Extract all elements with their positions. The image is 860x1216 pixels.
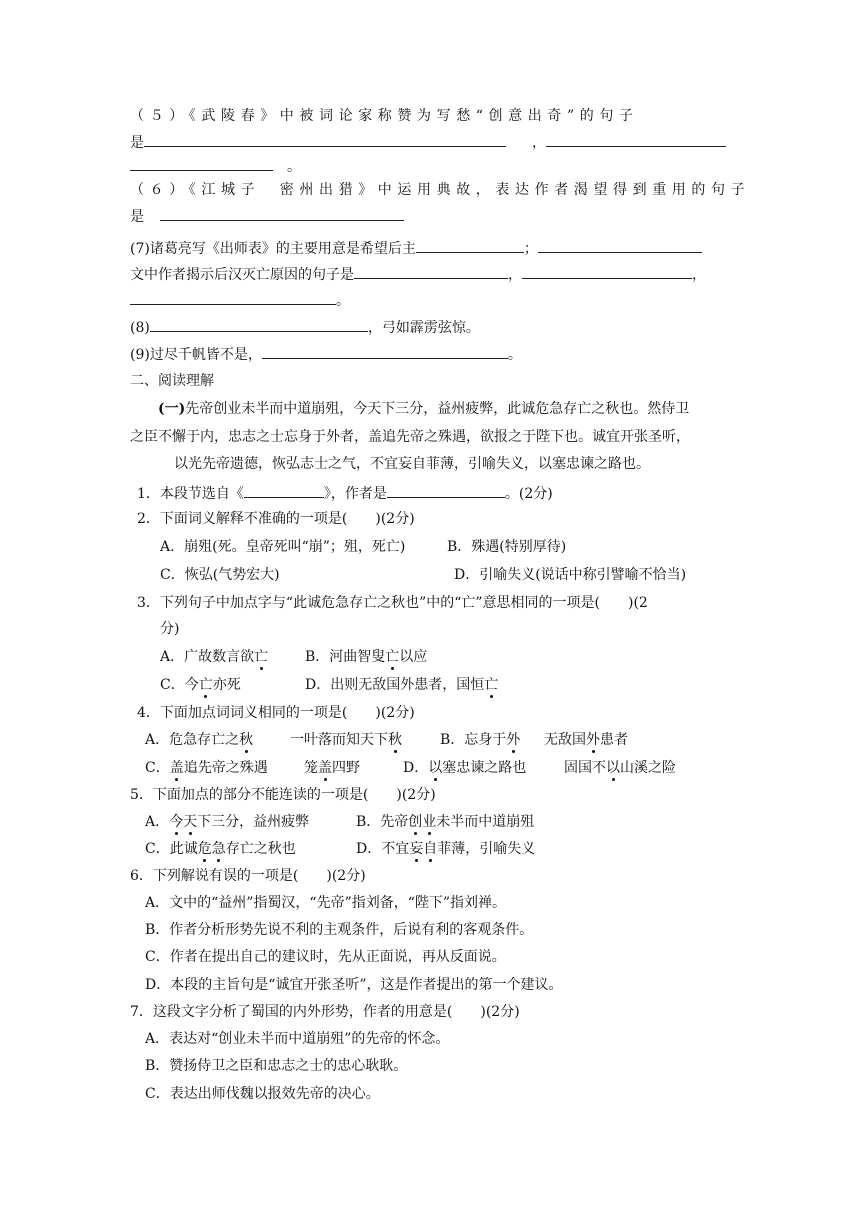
question-6-option-a: A．文中的“益州”指蜀汉，“先帝”指刘备，“陛下”指刘禅。 [145,895,507,911]
fill-in-q6-line2: 是 [130,206,404,226]
question-7-stem: 7．这段文字分析了蜀国的内外形势，作者的用意是( )(2分) [130,1004,520,1020]
answer-blank[interactable] [244,483,324,498]
answer-blank[interactable] [546,132,726,147]
fill-in-q5-line1: （５）《武陵春》中被词论家称赞为写愁“创意出奇”的句子 [130,108,639,124]
question-4-stem: 4．下面加点词词义相同的一项是( )(2分) [137,705,415,721]
answer-blank[interactable] [354,264,508,279]
question-3-option-b: B．河曲智叟亡以应 [305,649,428,665]
question-7-option-a: A．表达对“创业未半而中道崩殂”的先帝的怀念。 [145,1031,450,1047]
question-4-option-d: D．以塞忠谏之路也 [403,760,527,776]
answer-blank[interactable] [416,238,524,253]
question-5-stem: 5．下面加点的部分不能连读的一项是( )(2分) [130,787,436,803]
question-5-option-a: A．今天下三分，益州疲弊 [145,814,310,830]
question-7-option-b: B．赞扬侍卫之臣和忠志之士的忠心耿耿。 [145,1058,408,1074]
fill-in-q7-line1: (7)诸葛亮写《出师表》的主要用意是希望后主 ； [130,238,702,258]
question-2-option-b: B．殊遇(特别厚待) [447,539,567,555]
question-5-option-b: B．先帝创业未半而中道崩殂 [356,814,535,830]
question-4-option-c2: 笼盖四野 [304,760,360,776]
question-3-option-c: C．今亡亦死 [160,677,241,693]
question-2-stem: 2．下面词义解释不准确的一项是( )(2分) [137,511,415,527]
question-2-option-a: A．崩殂(死。皇帝死叫“崩”；殂，死亡) [160,539,406,555]
fill-in-q6-line1: （６）《江城子 密州出猎》中运用典故，表达作者渴望得到重用的句子 [130,182,751,198]
fill-in-q8: (8) ，弓如霹雳弦惊。 [130,317,480,337]
fill-in-q5-line2: 是 ， [130,132,726,152]
question-3-stem: 3．下列句子中加点字与“此诚危急存亡之秋也”中的“亡”意思相同的一项是( )(2 [137,595,648,611]
question-6-option-d: D．本段的主旨句是“诚宜开张圣听”，这是作者提出的第一个建议。 [145,977,563,993]
question-4-option-a2: 一叶落而知天下秋 [290,732,402,748]
question-4-option-b2: 无敌国外患者 [544,732,628,748]
question-3-option-a: A．广故数言欲亡 [160,649,269,665]
answer-blank[interactable] [387,483,505,498]
fill-in-q7-line2: 文中作者揭示后汉灭亡原因的句子是 ， ， [130,264,706,284]
question-6-option-c: C．作者在提出自己的建议时，先从正面说，再从反面说。 [145,949,506,965]
question-3-stem-cont: 分) [160,621,180,637]
section-heading: 二、阅读理解 [130,373,214,389]
answer-blank[interactable] [522,264,692,279]
fill-in-q5-line3: 。 [130,156,301,176]
question-5-option-c: C．此诚危急存亡之秋也 [145,841,296,857]
question-4-option-b: B．忘身于外 [440,732,521,748]
question-4-option-a: A．危急存亡之秋 [145,732,254,748]
answer-blank[interactable] [150,317,368,332]
question-2-option-c: C．恢弘(气势宏大) [160,567,280,583]
passage-line1: (一)先帝创业未半而中道崩殂，今天下三分，益州疲弊，此诚危急存亡之秋也。然侍卫 [158,401,690,417]
passage-line2: 之臣不懈于内，忠志之士忘身于外者，盖追先帝之殊遇，欲报之于陛下也。诚宜开张圣听， [130,429,690,445]
passage-line3: 以光先帝遗德，恢弘志士之气，不宜妄自菲薄，引喻失义，以塞忠谏之路也。 [174,456,650,472]
question-4-option-c: C．盖追先帝之殊遇 [145,760,268,776]
question-1: 1．本段节选自《 》，作者是 。(2分) [137,483,553,503]
answer-blank[interactable] [130,290,336,305]
answer-blank[interactable] [538,238,702,253]
question-7-option-c: C．表达出师伐魏以报效先帝的决心。 [145,1086,380,1102]
question-3-option-d: D．出则无敌国外患者，国恒亡 [305,677,499,693]
question-2-option-d: D．引喻失义(说话中称引譬喻不恰当) [454,567,687,583]
fill-in-q9: (9)过尽千帆皆不是， 。 [130,344,522,364]
question-5-option-d: D．不宜妄自菲薄，引喻失义 [356,841,536,857]
question-4-option-d2: 固国不以山溪之险 [564,760,676,776]
answer-blank[interactable] [144,132,506,147]
answer-blank[interactable] [130,156,273,171]
question-6-stem: 6．下列解说有误的一项是( )(2分) [130,868,366,884]
answer-blank[interactable] [160,206,404,221]
question-6-option-b: B．作者分析形势先说不利的主观条件，后说有利的客观条件。 [145,922,534,938]
fill-in-q7-line3: 。 [130,290,350,310]
answer-blank[interactable] [262,344,508,359]
